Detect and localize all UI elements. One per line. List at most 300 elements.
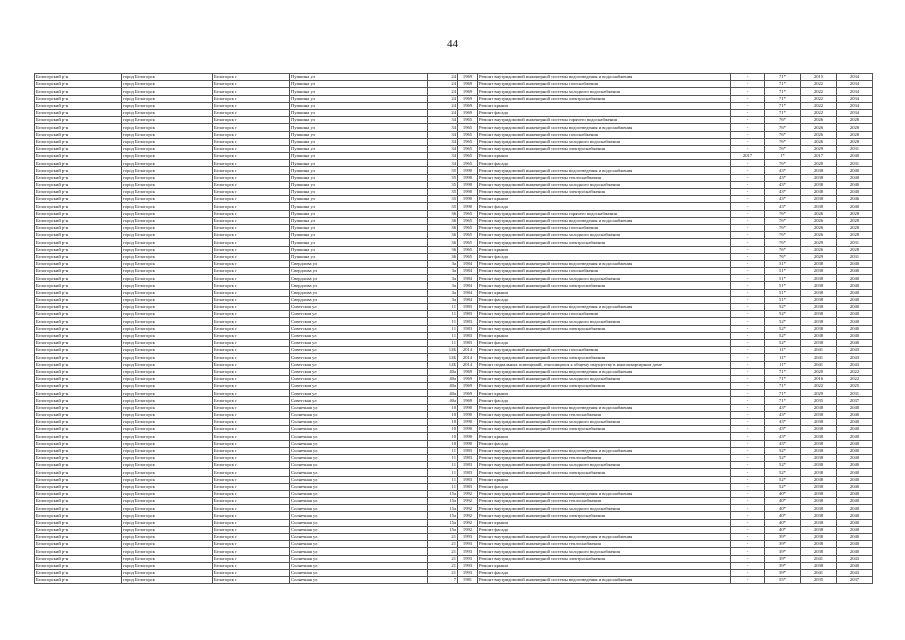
house-cell: 36	[428, 217, 458, 224]
wear-cell: 43*	[765, 433, 801, 440]
locality-cell: Белогорск г	[213, 145, 290, 152]
district-cell: Белогорский р-н	[35, 74, 122, 81]
municipality-cell: город Белогорск	[122, 390, 213, 397]
work-type-cell: Ремонт внутридомовой инженерной системы водоотведения и водоснабжения	[478, 577, 731, 584]
last-repair-cell: -	[731, 95, 765, 102]
table-row	[35, 498, 873, 505]
locality-cell: Белогорск г	[213, 224, 290, 231]
municipality-cell: город Белогорск	[122, 483, 213, 490]
last-repair-cell: -	[731, 109, 765, 116]
plan-end-cell: 2040	[837, 304, 873, 311]
house-cell: 10	[428, 404, 458, 411]
plan-start-cell: 2041	[801, 569, 837, 576]
municipality-cell: город Белогорск	[122, 454, 213, 461]
table-row	[35, 153, 873, 160]
last-repair-cell: -	[731, 167, 765, 174]
plan-start-cell: 2038	[801, 196, 837, 203]
plan-start-cell: 2017	[801, 153, 837, 160]
plan-start-cell: 2038	[801, 174, 837, 181]
municipality-cell: город Белогорск	[122, 519, 213, 526]
work-type-cell: Ремонт крыши	[478, 476, 731, 483]
house-cell: 11	[428, 325, 458, 332]
plan-start-cell: 2029	[801, 239, 837, 246]
district-cell: Белогорский р-н	[35, 81, 122, 88]
district-cell: Белогорский р-н	[35, 167, 122, 174]
last-repair-cell: -	[731, 555, 765, 562]
district-cell: Белогорский р-н	[35, 282, 122, 289]
plan-end-cell: 2040	[837, 318, 873, 325]
municipality-cell: город Белогорск	[122, 433, 213, 440]
table-row	[35, 325, 873, 332]
house-cell: 3а	[428, 289, 458, 296]
plan-end-cell: 2040	[837, 483, 873, 490]
year-built-cell: 1983	[458, 318, 478, 325]
table-row	[35, 282, 873, 289]
table-row	[35, 569, 873, 576]
municipality-cell: город Белогорск	[122, 153, 213, 160]
plan-start-cell: 2038	[801, 304, 837, 311]
work-type-cell: Ремонт внутридомовой инженерной системы холодного водоснабжения	[478, 548, 731, 555]
wear-cell: 52*	[765, 339, 801, 346]
street-cell: Солнечная ул	[290, 440, 428, 447]
table-row	[35, 239, 873, 246]
plan-end-cell: 2040	[837, 505, 873, 512]
plan-end-cell: 2028	[837, 217, 873, 224]
locality-cell: Белогорск г	[213, 189, 290, 196]
locality-cell: Белогорск г	[213, 526, 290, 533]
table-row	[35, 260, 873, 267]
street-cell: Солнечная ул	[290, 404, 428, 411]
work-type-cell: Ремонт внутридомовой инженерной системы электроснабжения	[478, 383, 731, 390]
wear-cell: 43*	[765, 404, 801, 411]
work-type-cell: Ремонт внутридомовой инженерной системы электроснабжения	[478, 325, 731, 332]
table-row	[35, 189, 873, 196]
district-cell: Белогорский р-н	[35, 519, 122, 526]
table-row	[35, 296, 873, 303]
house-cell: 12Б	[428, 347, 458, 354]
wear-cell: 71*	[765, 81, 801, 88]
wear-cell: 39*	[765, 534, 801, 541]
house-cell: 21	[428, 569, 458, 576]
plan-start-cell: 2038	[801, 282, 837, 289]
last-repair-cell: -	[731, 512, 765, 519]
district-cell: Белогорский р-н	[35, 117, 122, 124]
wear-cell: 76*	[765, 145, 801, 152]
plan-end-cell: 2022	[837, 375, 873, 382]
last-repair-cell: -	[731, 239, 765, 246]
plan-start-cell: 2038	[801, 339, 837, 346]
locality-cell: Белогорск г	[213, 354, 290, 361]
house-cell: 11	[428, 311, 458, 318]
locality-cell: Белогорск г	[213, 268, 290, 275]
house-cell: 34	[428, 124, 458, 131]
district-cell: Белогорский р-н	[35, 217, 122, 224]
year-built-cell: 1983	[458, 469, 478, 476]
last-repair-cell: -	[731, 275, 765, 282]
year-built-cell: 1969	[458, 383, 478, 390]
municipality-cell: город Белогорск	[122, 181, 213, 188]
municipality-cell: город Белогорск	[122, 189, 213, 196]
table-row	[35, 117, 873, 124]
wear-cell: 76*	[765, 124, 801, 131]
last-repair-cell: -	[731, 189, 765, 196]
wear-cell: 51*	[765, 268, 801, 275]
municipality-cell: город Белогорск	[122, 296, 213, 303]
wear-cell: 51*	[765, 260, 801, 267]
house-cell: 40а	[428, 368, 458, 375]
table-row	[35, 160, 873, 167]
plan-start-cell: 2026	[801, 131, 837, 138]
last-repair-cell: -	[731, 462, 765, 469]
house-cell: 40а	[428, 375, 458, 382]
municipality-cell: город Белогорск	[122, 469, 213, 476]
house-cell: 36	[428, 239, 458, 246]
locality-cell: Белогорск г	[213, 196, 290, 203]
work-type-cell: Ремонт фасада	[478, 483, 731, 490]
work-type-cell: Ремонт внутридомовой инженерной системы водоотведения и водоснабжения	[478, 217, 731, 224]
locality-cell: Белогорск г	[213, 74, 290, 81]
table-row	[35, 447, 873, 454]
work-type-cell: Ремонт крыши	[478, 562, 731, 569]
plan-end-cell: 2040	[837, 203, 873, 210]
district-cell: Белогорский р-н	[35, 541, 122, 548]
locality-cell: Белогорск г	[213, 88, 290, 95]
house-cell: 36	[428, 210, 458, 217]
house-cell: 11	[428, 462, 458, 469]
table-body	[35, 74, 873, 584]
year-built-cell: 1969	[458, 102, 478, 109]
plan-start-cell: 2038	[801, 419, 837, 426]
municipality-cell: город Белогорск	[122, 569, 213, 576]
last-repair-cell: -	[731, 411, 765, 418]
plan-start-cell: 2038	[801, 260, 837, 267]
year-built-cell: 1969	[458, 74, 478, 81]
plan-end-cell: 2040	[837, 548, 873, 555]
municipality-cell: город Белогорск	[122, 138, 213, 145]
wear-cell: 51*	[765, 289, 801, 296]
district-cell: Белогорский р-н	[35, 246, 122, 253]
locality-cell: Белогорск г	[213, 454, 290, 461]
wear-cell: 52*	[765, 469, 801, 476]
district-cell: Белогорский р-н	[35, 375, 122, 382]
plan-end-cell: 2040	[837, 325, 873, 332]
work-type-cell: Ремонт внутридомовой инженерной системы теплоснабжения	[478, 411, 731, 418]
street-cell: Советская ул	[290, 368, 428, 375]
plan-end-cell: 2040	[837, 447, 873, 454]
year-built-cell: 1990	[458, 181, 478, 188]
street-cell: Пушкина ул	[290, 117, 428, 124]
work-type-cell: Ремонт крыши	[478, 289, 731, 296]
locality-cell: Белогорск г	[213, 476, 290, 483]
locality-cell: Белогорск г	[213, 505, 290, 512]
locality-cell: Белогорск г	[213, 95, 290, 102]
district-cell: Белогорский р-н	[35, 404, 122, 411]
district-cell: Белогорский р-н	[35, 203, 122, 210]
plan-start-cell: 2038	[801, 332, 837, 339]
plan-start-cell: 2038	[801, 447, 837, 454]
municipality-cell: город Белогорск	[122, 268, 213, 275]
last-repair-cell: -	[731, 519, 765, 526]
table-row	[35, 368, 873, 375]
wear-cell: 40*	[765, 498, 801, 505]
street-cell: Пушкина ул	[290, 224, 428, 231]
house-cell: 11	[428, 332, 458, 339]
wear-cell: 76*	[765, 246, 801, 253]
table-row	[35, 347, 873, 354]
work-type-cell: Ремонт внутридомовой инженерной системы электроснабжения	[478, 426, 731, 433]
plan-start-cell: 2038	[801, 469, 837, 476]
last-repair-cell: -	[731, 160, 765, 167]
plan-end-cell: 2040	[837, 462, 873, 469]
street-cell: Пушкина ул	[290, 95, 428, 102]
street-cell: Солнечная ул	[290, 548, 428, 555]
municipality-cell: город Белогорск	[122, 304, 213, 311]
work-type-cell: Ремонт внутридомовой инженерной системы водоотведения и водоснабжения	[478, 167, 731, 174]
table-row	[35, 95, 873, 102]
wear-cell: 39*	[765, 541, 801, 548]
street-cell: Пушкина ул	[290, 102, 428, 109]
year-built-cell: 1993	[458, 534, 478, 541]
house-cell: 40а	[428, 397, 458, 404]
year-built-cell: 1984	[458, 296, 478, 303]
wear-cell: 76*	[765, 217, 801, 224]
plan-end-cell: 2040	[837, 260, 873, 267]
wear-cell: 43*	[765, 167, 801, 174]
plan-end-cell: 2040	[837, 562, 873, 569]
municipality-cell: город Белогорск	[122, 447, 213, 454]
house-cell: 12Б	[428, 361, 458, 368]
locality-cell: Белогорск г	[213, 102, 290, 109]
last-repair-cell: -	[731, 383, 765, 390]
district-cell: Белогорский р-н	[35, 196, 122, 203]
table-row	[35, 124, 873, 131]
locality-cell: Белогорск г	[213, 419, 290, 426]
street-cell: Пушкина ул	[290, 232, 428, 239]
table-row	[35, 512, 873, 519]
house-cell: 21	[428, 534, 458, 541]
last-repair-cell: -	[731, 224, 765, 231]
plan-start-cell: 2038	[801, 296, 837, 303]
house-cell: 11	[428, 447, 458, 454]
municipality-cell: город Белогорск	[122, 318, 213, 325]
street-cell: Солнечная ул	[290, 419, 428, 426]
year-built-cell: 1969	[458, 81, 478, 88]
municipality-cell: город Белогорск	[122, 325, 213, 332]
table-row	[35, 426, 873, 433]
house-cell: 21	[428, 541, 458, 548]
district-cell: Белогорский р-н	[35, 354, 122, 361]
plan-start-cell: 2026	[801, 117, 837, 124]
table-row	[35, 519, 873, 526]
municipality-cell: город Белогорск	[122, 462, 213, 469]
district-cell: Белогорский р-н	[35, 454, 122, 461]
locality-cell: Белогорск г	[213, 368, 290, 375]
last-repair-cell: -	[731, 296, 765, 303]
municipality-cell: город Белогорск	[122, 419, 213, 426]
last-repair-cell: -	[731, 483, 765, 490]
wear-cell: 71*	[765, 88, 801, 95]
district-cell: Белогорский р-н	[35, 232, 122, 239]
street-cell: Солнечная ул	[290, 534, 428, 541]
street-cell: Советская ул	[290, 339, 428, 346]
table-row	[35, 483, 873, 490]
plan-end-cell: 2040	[837, 404, 873, 411]
municipality-cell: город Белогорск	[122, 383, 213, 390]
plan-end-cell: 2043	[837, 354, 873, 361]
year-built-cell: 1965	[458, 253, 478, 260]
locality-cell: Белогорск г	[213, 440, 290, 447]
plan-end-cell: 2031	[837, 390, 873, 397]
wear-cell: 76*	[765, 210, 801, 217]
street-cell: Солнечная ул	[290, 562, 428, 569]
locality-cell: Белогорск г	[213, 167, 290, 174]
year-built-cell: 1993	[458, 562, 478, 569]
district-cell: Белогорский р-н	[35, 296, 122, 303]
wear-cell: 40*	[765, 519, 801, 526]
locality-cell: Белогорск г	[213, 289, 290, 296]
wear-cell: 76*	[765, 138, 801, 145]
plan-start-cell: 2026	[801, 232, 837, 239]
municipality-cell: город Белогорск	[122, 246, 213, 253]
plan-end-cell: 2040	[837, 268, 873, 275]
last-repair-cell: -	[731, 404, 765, 411]
house-cell: 34	[428, 117, 458, 124]
last-repair-cell: -	[731, 361, 765, 368]
municipality-cell: город Белогорск	[122, 311, 213, 318]
work-type-cell: Ремонт внутридомовой инженерной системы газоснабжения	[478, 131, 731, 138]
last-repair-cell: -	[731, 138, 765, 145]
table-row	[35, 577, 873, 584]
wear-cell: 43*	[765, 440, 801, 447]
street-cell: Советская ул	[290, 383, 428, 390]
district-cell: Белогорский р-н	[35, 505, 122, 512]
last-repair-cell: -	[731, 253, 765, 260]
plan-start-cell: 2022	[801, 81, 837, 88]
last-repair-cell: -	[731, 268, 765, 275]
locality-cell: Белогорск г	[213, 246, 290, 253]
plan-start-cell: 2041	[801, 347, 837, 354]
street-cell: Солнечная ул	[290, 462, 428, 469]
district-cell: Белогорский р-н	[35, 88, 122, 95]
work-type-cell: Ремонт внутридомовой инженерной системы газоснабжения	[478, 224, 731, 231]
wear-cell: 52*	[765, 304, 801, 311]
locality-cell: Белогорск г	[213, 117, 290, 124]
district-cell: Белогорский р-н	[35, 268, 122, 275]
plan-start-cell: 2038	[801, 483, 837, 490]
last-repair-cell: -	[731, 498, 765, 505]
municipality-cell: город Белогорск	[122, 124, 213, 131]
work-type-cell: Ремонт внутридомовой инженерной системы холодного водоснабжения	[478, 375, 731, 382]
wear-cell: 52*	[765, 325, 801, 332]
table-row	[35, 375, 873, 382]
work-type-cell: Ремонт внутридомовой инженерной системы водоотведения и водоснабжения	[478, 260, 731, 267]
plan-start-cell: 2041	[801, 361, 837, 368]
repair-schedule-table	[34, 73, 873, 584]
table-row	[35, 404, 873, 411]
district-cell: Белогорский р-н	[35, 548, 122, 555]
district-cell: Белогорский р-н	[35, 109, 122, 116]
locality-cell: Белогорск г	[213, 160, 290, 167]
district-cell: Белогорский р-н	[35, 569, 122, 576]
last-repair-cell: -	[731, 354, 765, 361]
wear-cell: 52*	[765, 318, 801, 325]
house-cell: 15а	[428, 498, 458, 505]
district-cell: Белогорский р-н	[35, 361, 122, 368]
district-cell: Белогорский р-н	[35, 181, 122, 188]
street-cell: Солнечная ул	[290, 447, 428, 454]
table-row	[35, 433, 873, 440]
year-built-cell: 1965	[458, 153, 478, 160]
district-cell: Белогорский р-н	[35, 490, 122, 497]
last-repair-cell: -	[731, 174, 765, 181]
house-cell: 21	[428, 555, 458, 562]
house-cell: 3а	[428, 296, 458, 303]
locality-cell: Белогорск г	[213, 203, 290, 210]
plan-start-cell: 2022	[801, 102, 837, 109]
table-row	[35, 167, 873, 174]
municipality-cell: город Белогорск	[122, 577, 213, 584]
wear-cell: 52*	[765, 454, 801, 461]
wear-cell: 52*	[765, 447, 801, 454]
house-cell: 36	[428, 246, 458, 253]
year-built-cell: 1984	[458, 260, 478, 267]
house-cell: 11	[428, 483, 458, 490]
plan-end-cell: 2040	[837, 153, 873, 160]
municipality-cell: город Белогорск	[122, 505, 213, 512]
year-built-cell: 1969	[458, 109, 478, 116]
locality-cell: Белогорск г	[213, 282, 290, 289]
district-cell: Белогорский р-н	[35, 390, 122, 397]
work-type-cell: Ремонт внутридомовой инженерной системы теплоснабжения	[478, 174, 731, 181]
table-row	[35, 138, 873, 145]
district-cell: Белогорский р-н	[35, 253, 122, 260]
house-cell: 10	[428, 419, 458, 426]
municipality-cell: город Белогорск	[122, 81, 213, 88]
municipality-cell: город Белогорск	[122, 512, 213, 519]
street-cell: Советская ул	[290, 390, 428, 397]
street-cell: Советская ул	[290, 375, 428, 382]
last-repair-cell: -	[731, 562, 765, 569]
street-cell: Солнечная ул	[290, 426, 428, 433]
street-cell: Советская ул	[290, 318, 428, 325]
municipality-cell: город Белогорск	[122, 332, 213, 339]
plan-start-cell: 2016	[801, 375, 837, 382]
table-row	[35, 562, 873, 569]
wear-cell: 11*	[765, 361, 801, 368]
plan-end-cell: 2040	[837, 433, 873, 440]
street-cell: Советская ул	[290, 347, 428, 354]
plan-end-cell: 2028	[837, 117, 873, 124]
street-cell: Пушкина ул	[290, 217, 428, 224]
year-built-cell: 1983	[458, 483, 478, 490]
locality-cell: Белогорск г	[213, 181, 290, 188]
plan-start-cell: 2029	[801, 253, 837, 260]
locality-cell: Белогорск г	[213, 383, 290, 390]
plan-end-cell: 2040	[837, 181, 873, 188]
wear-cell: 11*	[765, 347, 801, 354]
last-repair-cell: -	[731, 526, 765, 533]
municipality-cell: город Белогорск	[122, 354, 213, 361]
last-repair-cell: -	[731, 541, 765, 548]
district-cell: Белогорский р-н	[35, 383, 122, 390]
locality-cell: Белогорск г	[213, 217, 290, 224]
municipality-cell: город Белогорск	[122, 117, 213, 124]
wear-cell: 43*	[765, 189, 801, 196]
street-cell: Солнечная ул	[290, 476, 428, 483]
wear-cell: 76*	[765, 160, 801, 167]
municipality-cell: город Белогорск	[122, 167, 213, 174]
street-cell: Пушкина ул	[290, 181, 428, 188]
